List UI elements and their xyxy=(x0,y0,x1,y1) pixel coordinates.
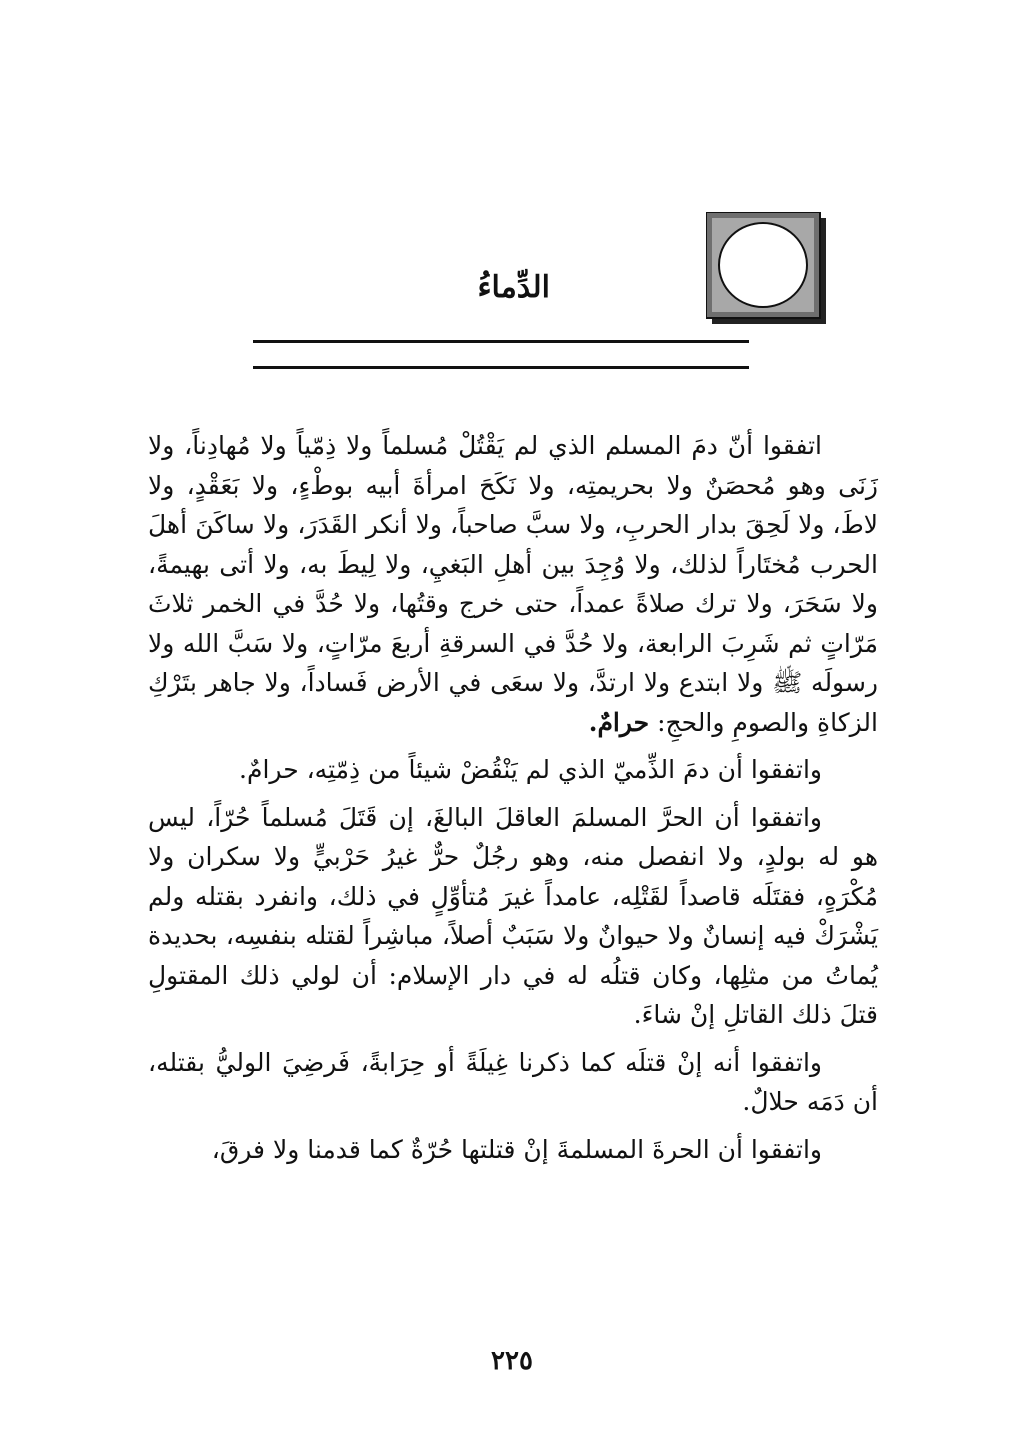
paragraph xyxy=(148,798,878,1035)
chapter-emblem-icon xyxy=(706,212,826,324)
paragraph-text: واتفقوا أن الحرةَ المسلمةَ إنْ قتلتها حُرّةٌ كما قدمنا ولا فرقَ، xyxy=(211,1134,822,1164)
body-text xyxy=(148,426,878,1169)
paragraph xyxy=(148,750,878,790)
paragraph xyxy=(148,1130,878,1170)
paragraph-emphasis: حرامٌ. xyxy=(588,707,650,737)
paragraph-text: واتفقوا أنه إنْ قتلَه كما ذكرنا غِيلَةً أو حِرَابةً، فَرضِيَ الوليُّ بقتله، أن دَمَه حلالٌ. xyxy=(148,1047,878,1116)
paragraph-text: واتفقوا أن دمَ الذِّميّ الذي لم يَنْقُضْ شيئاً من ذِمّتِه، حرامٌ. xyxy=(239,755,822,784)
title-rule-top xyxy=(253,340,749,343)
title-rule-bottom xyxy=(253,366,749,369)
paragraph xyxy=(148,426,878,742)
paragraph-text: واتفقوا أن الحرَّ المسلمَ العاقلَ البالغَ، إن قَتَلَ مُسلماً حُرّاً، ليس هو له بولدٍ، ولا انفصل منه، وهو رجُلٌ حرٌّ غيرُ حَرْبيٍّ ولا سكران ولا مُكْرَهٍ، فقتَلَه قاصداً لقَتْلِه، عامداً غيرَ مُتأوِّلٍ في ذلك، وانفرد بقتله ولم يَشْرَكْ فيه إنسانٌ ولا حيوانٌ ولا سَبَبٌ أصلاً، مباشِراً لقتله بنفسِه، بحديدة يُماتُ من مثلِها، وكان قتلُه له في دار الإسلام: أن لولي ذلك المقتولِ قتلَ ذلك القاتلِ إنْ شاءَ. xyxy=(148,802,879,1029)
paragraph-text: اتفقوا أنّ دمَ المسلم الذي لم يَقْتُلْ مُسلماً ولا ذِمّياً ولا مُهادِناً، ولا زَنَى وهو مُحصَنٌ ولا بحريمتِه، ولا نَكَحَ امرأةَ أبيه بوطْءٍ، ولا بَعَقْدٍ، ولا لاطَ، ولا لَحِقَ بدار الحربِ، ولا سبَّ صاحباً، ولا أنكر القَدَرَ، ولا ساكَنَ أهلَ الحرب مُختَاراً لذلك، ولا وُجِدَ بين أهلِ البَغيِ، ولا لِيطَ به، ولا أتى بهيمةً، ولا سَحَرَ، ولا ترك صلاةً عمداً، حتى خرج وقتُها، ولا حُدَّ في الخمر ثلاثَ مَرّاتٍ ثم شَرِبَ الرابعة، ولا حُدَّ في السرقةِ أربعَ مرّاتٍ، ولا سَبَّ الله ولا رسولَه ﷺ ولا ابتدع ولا ارتدَّ، ولا سعَى في الأرض فَساداً، ولا جاهر بتَرْكِ الزكاةِ والصومِ والحجِ: xyxy=(148,431,878,737)
page-number: ٢٢٥ xyxy=(491,1346,533,1376)
paragraph xyxy=(148,1043,878,1122)
chapter-title: الدِّماءُ xyxy=(477,270,550,305)
